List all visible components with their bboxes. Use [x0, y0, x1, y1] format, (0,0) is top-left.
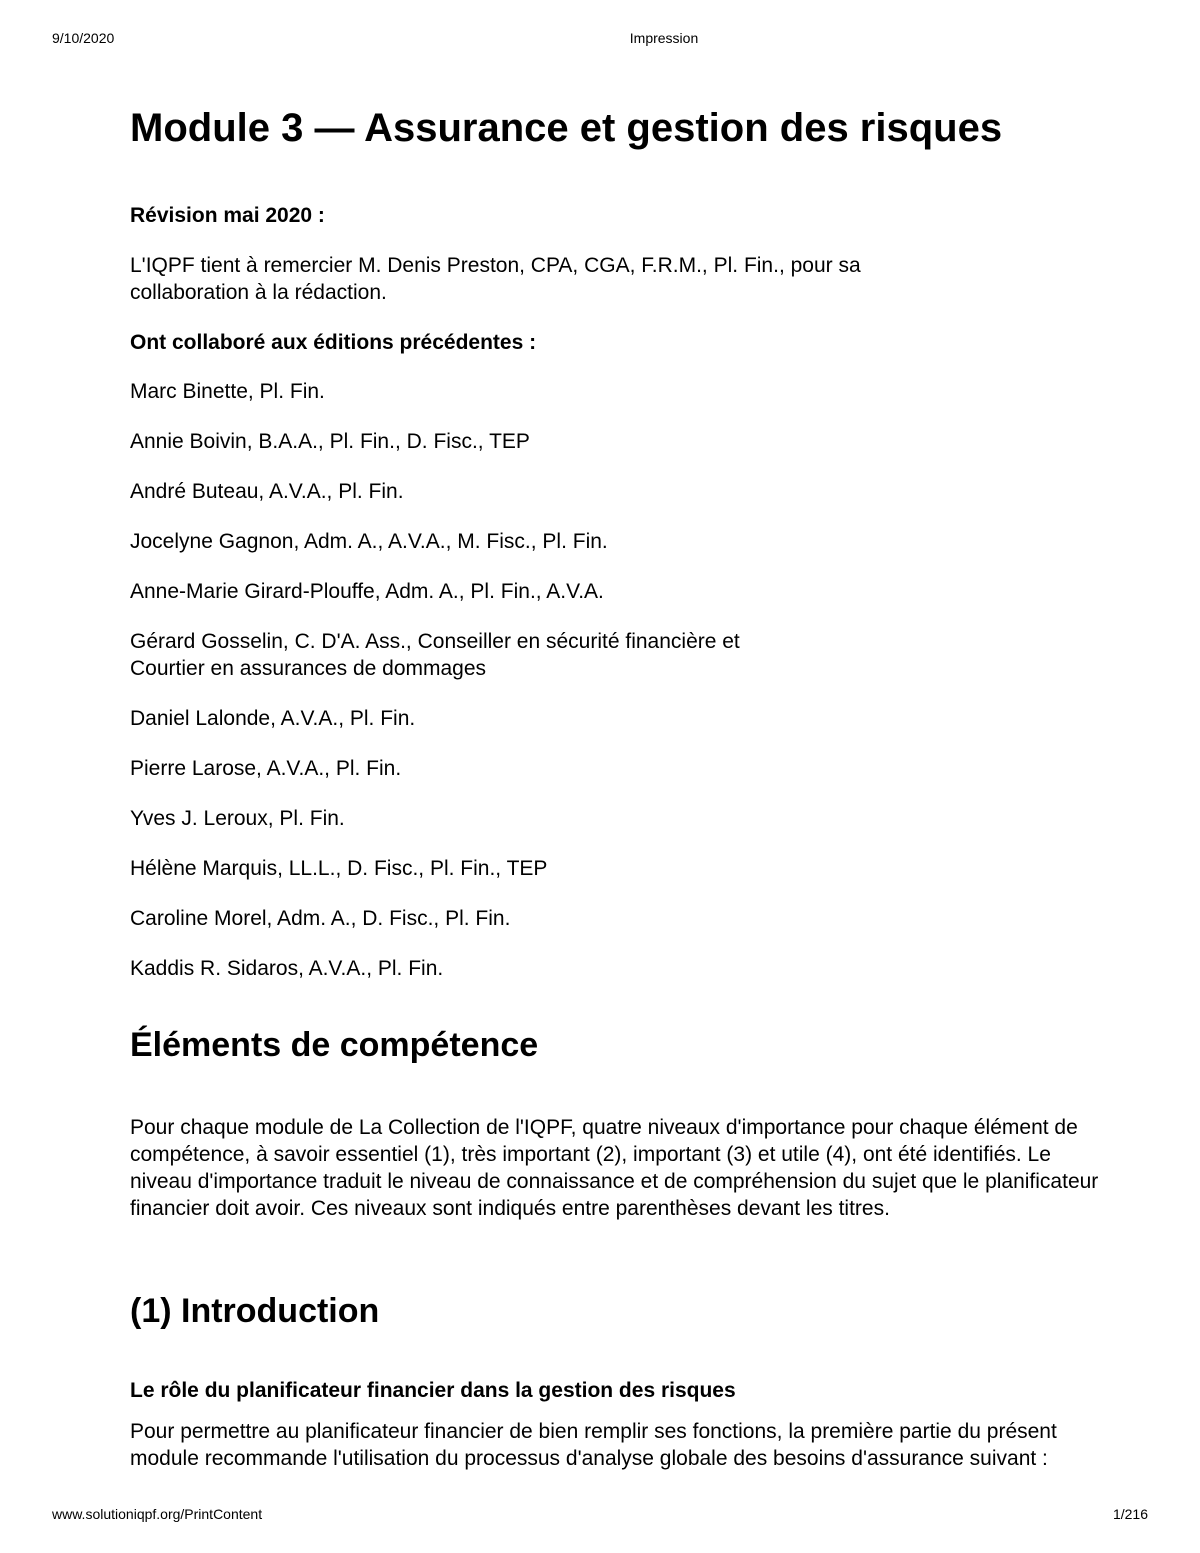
contributor-item: Hélène Marquis, LL.L., D. Fisc., Pl. Fin., TEP: [130, 857, 548, 880]
revision-label: Révision mai 2020 :: [130, 204, 325, 227]
previous-contributors-label: Ont collaboré aux éditions précédentes :: [130, 331, 537, 354]
introduction-paragraph: Pour permettre au planificateur financier de bien remplir ses fonctions, la première partie du présent module recommande l'utilisation du processus d'analyse globale des besoins d'assurance suivant :: [130, 1420, 1057, 1470]
competence-paragraph: Pour chaque module de La Collection de l'IQPF, quatre niveaux d'importance pour chaque élément de compétence, à savoir essentiel (1), très important (2), important (3) et utile (4), ont été identifiés. Le niveau d'importance traduit le niveau de connaissance et de compréhension du sujet que le planificateur financier doit avoir. Ces niveaux sont indiqués entre parenthèses devant les titres.: [130, 1116, 1099, 1220]
subheading-role: Le rôle du planificateur financier dans la gestion des risques: [130, 1379, 736, 1402]
contributor-item: Annie Boivin, B.A.A., Pl. Fin., D. Fisc., TEP: [130, 430, 530, 453]
print-url: www.solutioniqpf.org/PrintContent: [52, 1506, 263, 1522]
contributor-item: Courtier en assurances de dommages: [130, 657, 487, 680]
thanks-line-2: collaboration à la rédaction.: [130, 281, 387, 304]
contributor-item: Daniel Lalonde, A.V.A., Pl. Fin.: [130, 707, 416, 730]
print-footer: [0, 1506, 1200, 1526]
page-title: Module 3 — Assurance et gestion des risques: [130, 106, 1003, 150]
thanks-line-1: L'IQPF tient à remercier M. Denis Preston, CPA, CGA, F.R.M., Pl. Fin., pour sa: [130, 254, 861, 277]
contributor-item: Marc Binette, Pl. Fin.: [130, 380, 325, 403]
print-title: Impression: [629, 30, 699, 46]
contributor-item: Gérard Gosselin, C. D'A. Ass., Conseiller en sécurité financière et: [130, 630, 740, 653]
section-heading-competence: Éléments de compétence: [130, 1026, 539, 1064]
print-date: 9/10/2020: [52, 30, 115, 46]
contributor-item: Caroline Morel, Adm. A., D. Fisc., Pl. Fin.: [130, 907, 511, 930]
contributor-item: Pierre Larose, A.V.A., Pl. Fin.: [130, 757, 402, 780]
contributor-item: Anne-Marie Girard-Plouffe, Adm. A., Pl. Fin., A.V.A.: [130, 580, 604, 603]
contributor-item: Yves J. Leroux, Pl. Fin.: [130, 807, 345, 830]
contributor-item: Kaddis R. Sidaros, A.V.A., Pl. Fin.: [130, 957, 444, 980]
print-header: [0, 30, 1200, 50]
page-number: 1/216: [1112, 1506, 1148, 1522]
contributor-item: André Buteau, A.V.A., Pl. Fin.: [130, 480, 404, 503]
section-heading-introduction: (1) Introduction: [130, 1292, 380, 1330]
contributor-item: Jocelyne Gagnon, Adm. A., A.V.A., M. Fisc., Pl. Fin.: [130, 530, 608, 553]
